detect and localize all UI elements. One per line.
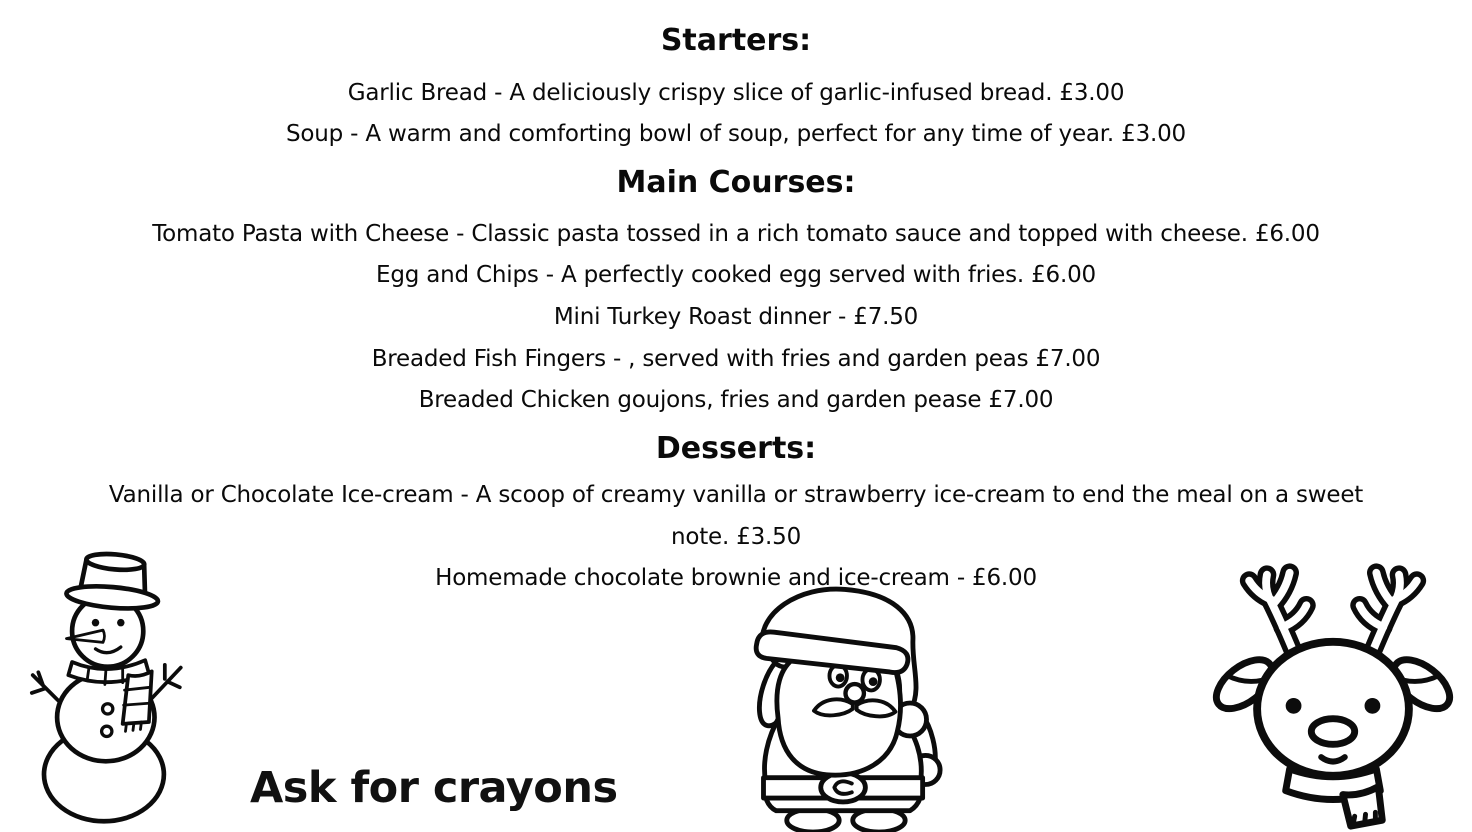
menu-item-fish-fingers: Breaded Fish Fingers - , served with fries and garden peas £7.00 bbox=[371, 346, 1101, 372]
menu-item-brownie: Homemade chocolate brownie and ice-cream - £6.00 bbox=[435, 565, 1037, 591]
menu-heading-starters: Starters: bbox=[660, 23, 812, 58]
menu-item-garlic-bread: Garlic Bread - A deliciously crispy slice of garlic-infused bread. £3.00 bbox=[347, 80, 1125, 106]
ask-for-crayons-note: Ask for crayons bbox=[250, 763, 618, 813]
santa-coloring-image bbox=[700, 572, 990, 832]
menu-item-egg-and-chips: Egg and Chips - A perfectly cooked egg served with fries. £6.00 bbox=[376, 262, 1096, 288]
menu-item-ice-cream-line1: Vanilla or Chocolate Ice-cream - A scoop of creamy vanilla or strawberry ice-cream to end the meal on a sweet bbox=[108, 482, 1364, 508]
menu-item-chicken-goujons: Breaded Chicken goujons, fries and garden pease £7.00 bbox=[418, 387, 1054, 413]
menu-item-turkey-roast: Mini Turkey Roast dinner - £7.50 bbox=[553, 304, 919, 330]
menu-item-tomato-pasta: Tomato Pasta with Cheese - Classic pasta tossed in a rich tomato sauce and topped with cheese. £6.00 bbox=[152, 221, 1320, 247]
menu-item-ice-cream-line2: note. £3.50 bbox=[670, 524, 802, 550]
menu-heading-main-courses: Main Courses: bbox=[616, 165, 856, 200]
menu-heading-desserts: Desserts: bbox=[655, 431, 817, 466]
menu-item-soup: Soup - A warm and comforting bowl of soup, perfect for any time of year. £3.00 bbox=[285, 121, 1186, 147]
reindeer-coloring-image bbox=[1195, 558, 1471, 832]
reindeer-icon bbox=[1195, 558, 1471, 832]
santa-icon bbox=[700, 572, 990, 832]
